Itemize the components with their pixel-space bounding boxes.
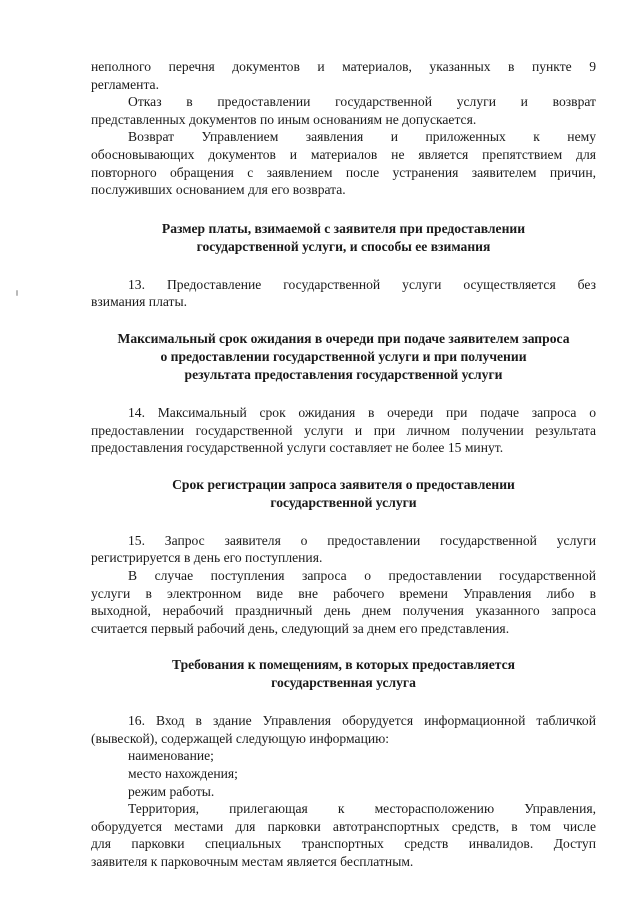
paragraph-continuation-line-1: неполного перечня документов и материалов, указанных в пункте 9 (91, 59, 596, 74)
paragraph-refusal-line-1: Отказ в предоставлении государственной услуги и возврат (128, 94, 596, 110)
heading-fee-line-2: государственной услуги, и способы ее взимания (196, 238, 491, 254)
paragraph-15b-line-1: В случае поступления запроса о предоставлении государственной (128, 567, 596, 583)
paragraph-territory-line-4: заявителя к парковочным местам является бесплатным. (91, 854, 414, 870)
heading-wait-line-1: Максимальный срок ожидания в очереди при подаче заявителем запроса (117, 330, 570, 346)
paragraph-return-line-3: повторного обращения с заявлением после устранения заявителем причин, (91, 164, 596, 180)
paragraph-14-line-1: 14. Максимальный срок ожидания в очереди при подаче запроса о (128, 404, 596, 420)
paragraph-15b-line-4: считается первый рабочий день, следующий за днем его представления. (91, 620, 510, 636)
paragraph-15-line-1: 15. Запрос заявителя о предоставлении государственной услуги (128, 532, 596, 548)
paragraph-13-line-2: взимания платы. (91, 294, 188, 310)
paragraph-return-line-2: обосновывающих документов и материалов не является препятствием для (91, 146, 596, 162)
paragraph-territory-line-3: для парковки специальных транспортных средств инвалидов. Доступ (91, 836, 596, 852)
heading-registration-line-2: государственной услуги (270, 494, 417, 510)
paragraph-14-line-3: предоставления государственной услуги составляет не более 15 минут. (91, 440, 504, 456)
paragraph-16-line-2: (вывеской), содержащей следующую информацию: (91, 730, 390, 746)
heading-rooms-line-2: государственная услуга (271, 675, 416, 691)
list-item: место нахождения; (128, 766, 238, 782)
paragraph-territory-line-2: оборудуется местами для парковки автотранспортных средств, в том числе (91, 818, 596, 834)
scan-speck (16, 290, 18, 296)
paragraph-13-line-1: 13. Предоставление государственной услуги осуществляется без (128, 276, 596, 292)
heading-registration-line-1: Срок регистрации запроса заявителя о предоставлении (172, 476, 515, 492)
paragraph-refusal-line-2: представленных документов по иным основаниям не допускается. (91, 111, 477, 127)
paragraph-15b-line-2: услуги в электронном виде вне рабочего времени Управления либо в (91, 585, 596, 601)
paragraph-continuation-line-2: регламента. (91, 76, 159, 92)
paragraph-return-line-4: послуживших основанием для его возврата. (91, 182, 346, 198)
paragraph-14-line-2: предоставлении государственной услуги и при личном получении результата (91, 422, 596, 438)
paragraph-16-line-1: 16. Вход в здание Управления оборудуется информационной табличкой (128, 713, 596, 729)
heading-rooms-line-1: Требования к помещениям, в которых предоставляется (172, 657, 515, 673)
paragraph-15-line-2: регистрируется в день его поступления. (91, 550, 323, 566)
page-content (91, 58, 596, 871)
paragraph-territory-line-1: Территория, прилегающая к месторасположению Управления, (128, 801, 596, 817)
paragraph-return-line-1: Возврат Управлением заявления и приложенных к нему (128, 129, 596, 145)
heading-fee-line-1: Размер платы, взимаемой с заявителя при предоставлении (161, 220, 526, 236)
list-item: режим работы. (128, 783, 215, 799)
heading-wait-line-3: результата предоставления государственной услуги (184, 366, 503, 382)
paragraph-15b-line-3: выходной, нерабочий праздничный день днем получения указанного запроса (91, 603, 596, 619)
heading-wait-line-2: о предоставлении государственной услуги и при получении (160, 348, 527, 364)
list-item: наименование; (128, 748, 214, 764)
